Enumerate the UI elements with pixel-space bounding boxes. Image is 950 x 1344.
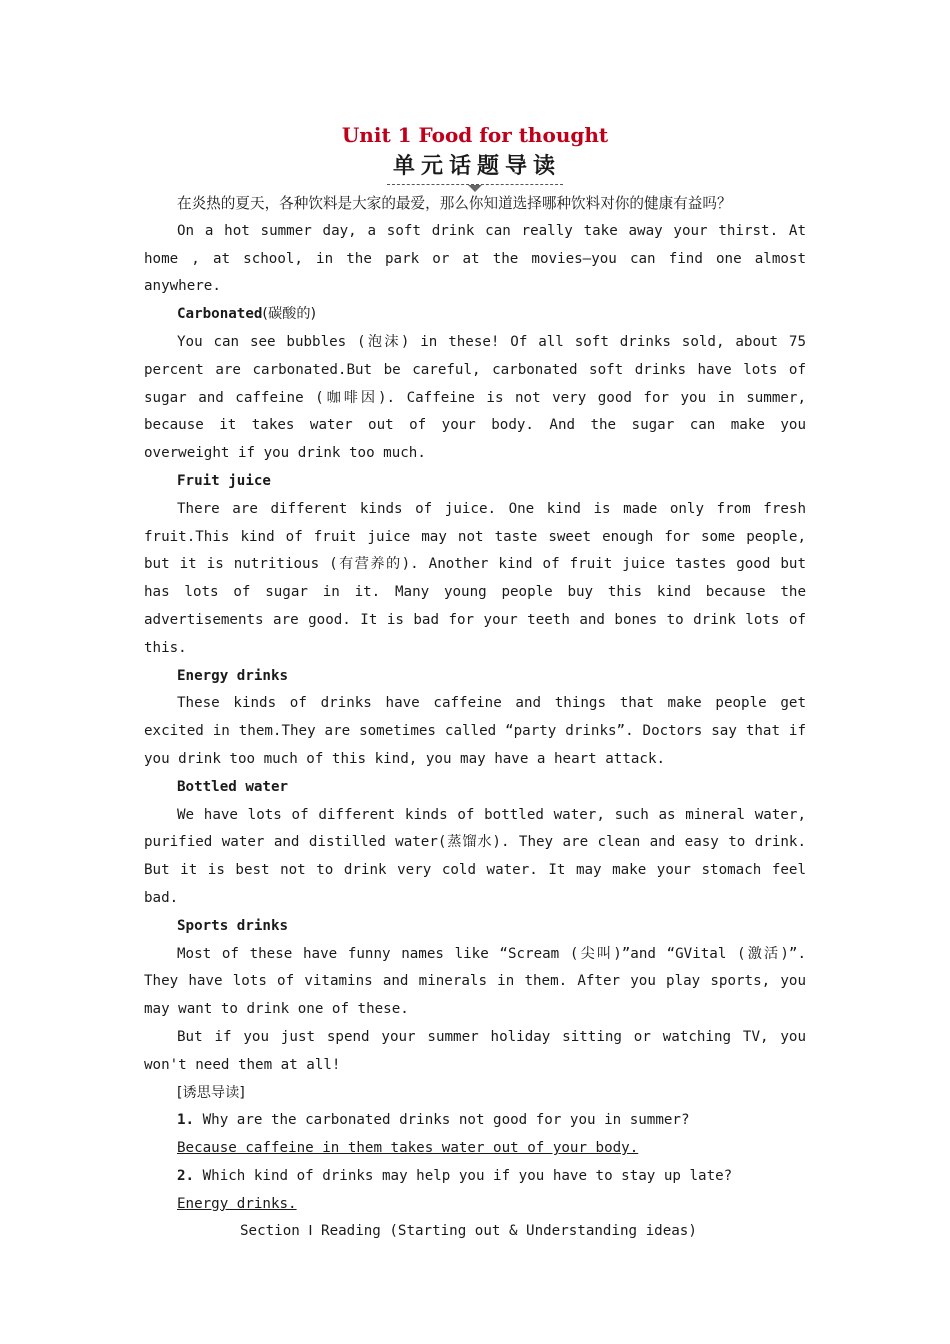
answer-text: Energy drinks.: [177, 1195, 297, 1212]
section-heading-sports-drinks: Sports drinks: [177, 917, 289, 934]
question-text: Why are the carbonated drinks not good for you in summer?: [194, 1112, 690, 1129]
banner-text: 单元话题导读: [392, 154, 561, 179]
section-text-fruit-juice: There are different kinds of juice. One kind is made only from fresh fruit.This kind of fruit juice may not taste sweet enough for some people, but it is nutritious (有营养的). Another kind of fruit juice tastes good but has lots of sugar in it. Many young people buy this kind because the advertisements are good. It is bad for your teeth and bones to drink lots of this.: [144, 500, 806, 656]
intro-english: On a hot summer day, a soft drink can really take away your thirst. At home , at school, in the park or at the movies—you can find one almost anywhere.: [144, 222, 806, 295]
section-text-sports-drinks: Most of these have funny names like “Scream (尖叫)”and “GVital (激活)”. They have lots of vitamins and minerals in them. After you play sports, you may want to drink one of these.: [144, 945, 806, 1018]
question-2: [144, 1163, 806, 1191]
section-heading-energy-drinks: Energy drinks: [177, 667, 289, 684]
question-text: Which kind of drinks may help you if you have to stay up late?: [194, 1167, 733, 1184]
section-text-bottled-water: We have lots of different kinds of bottled water, such as mineral water, purified water and distilled water(蒸馏水). They are clean and easy to drink. But it is best not to drink very cold water. It may make your stomach feel bad.: [144, 806, 806, 906]
heading-note: (碳酸的): [262, 306, 317, 323]
answer-text: Because caffeine in them takes water out of your body.: [177, 1140, 639, 1157]
closing-paragraph: But if you just spend your summer holiday sitting or watching TV, you won't need them at all!: [144, 1028, 806, 1073]
document-page: [144, 118, 806, 1246]
section-heading-fruit-juice: Fruit juice: [177, 472, 271, 489]
intro-chinese: 在炎热的夏天，各种饮料是大家的最爱，那么你知道选择哪种饮料对你的健康有益吗？: [177, 195, 732, 212]
question-number: 2.: [177, 1167, 195, 1184]
section-title: Section Ⅰ Reading (Starting out & Understanding ideas): [240, 1223, 697, 1240]
triangle-marker-icon: [468, 185, 482, 192]
section-heading-bottled-water: Bottled water: [177, 778, 289, 795]
question-1: [144, 1107, 806, 1135]
section-text-energy-drinks: These kinds of drinks have caffeine and things that make people get excited in them.They are sometimes called “party drinks”. Doctors say that if you drink too much of this kind, you may have a heart attack.: [144, 695, 806, 767]
guide-label: [诱思导读]: [177, 1084, 245, 1101]
topic-banner: [387, 152, 563, 185]
section-heading-carbonated: [144, 301, 806, 329]
banner-wrap: [144, 152, 806, 190]
question-number: 1.: [177, 1112, 195, 1129]
answer-1: [144, 1135, 806, 1163]
unit-title: Unit 1 Food for thought: [341, 123, 609, 147]
heading-text: Carbonated: [177, 306, 263, 323]
answer-2: [144, 1191, 806, 1219]
section-text-carbonated: You can see bubbles (泡沫) in these! Of all soft drinks sold, about 75 percent are carbonated.But be careful, carbonated soft drinks have lots of sugar and caffeine (咖啡因). Caffeine is not very good for you in summer, because it takes water out of your body. And the sugar can make you overweight if you drink too much.: [144, 333, 806, 462]
